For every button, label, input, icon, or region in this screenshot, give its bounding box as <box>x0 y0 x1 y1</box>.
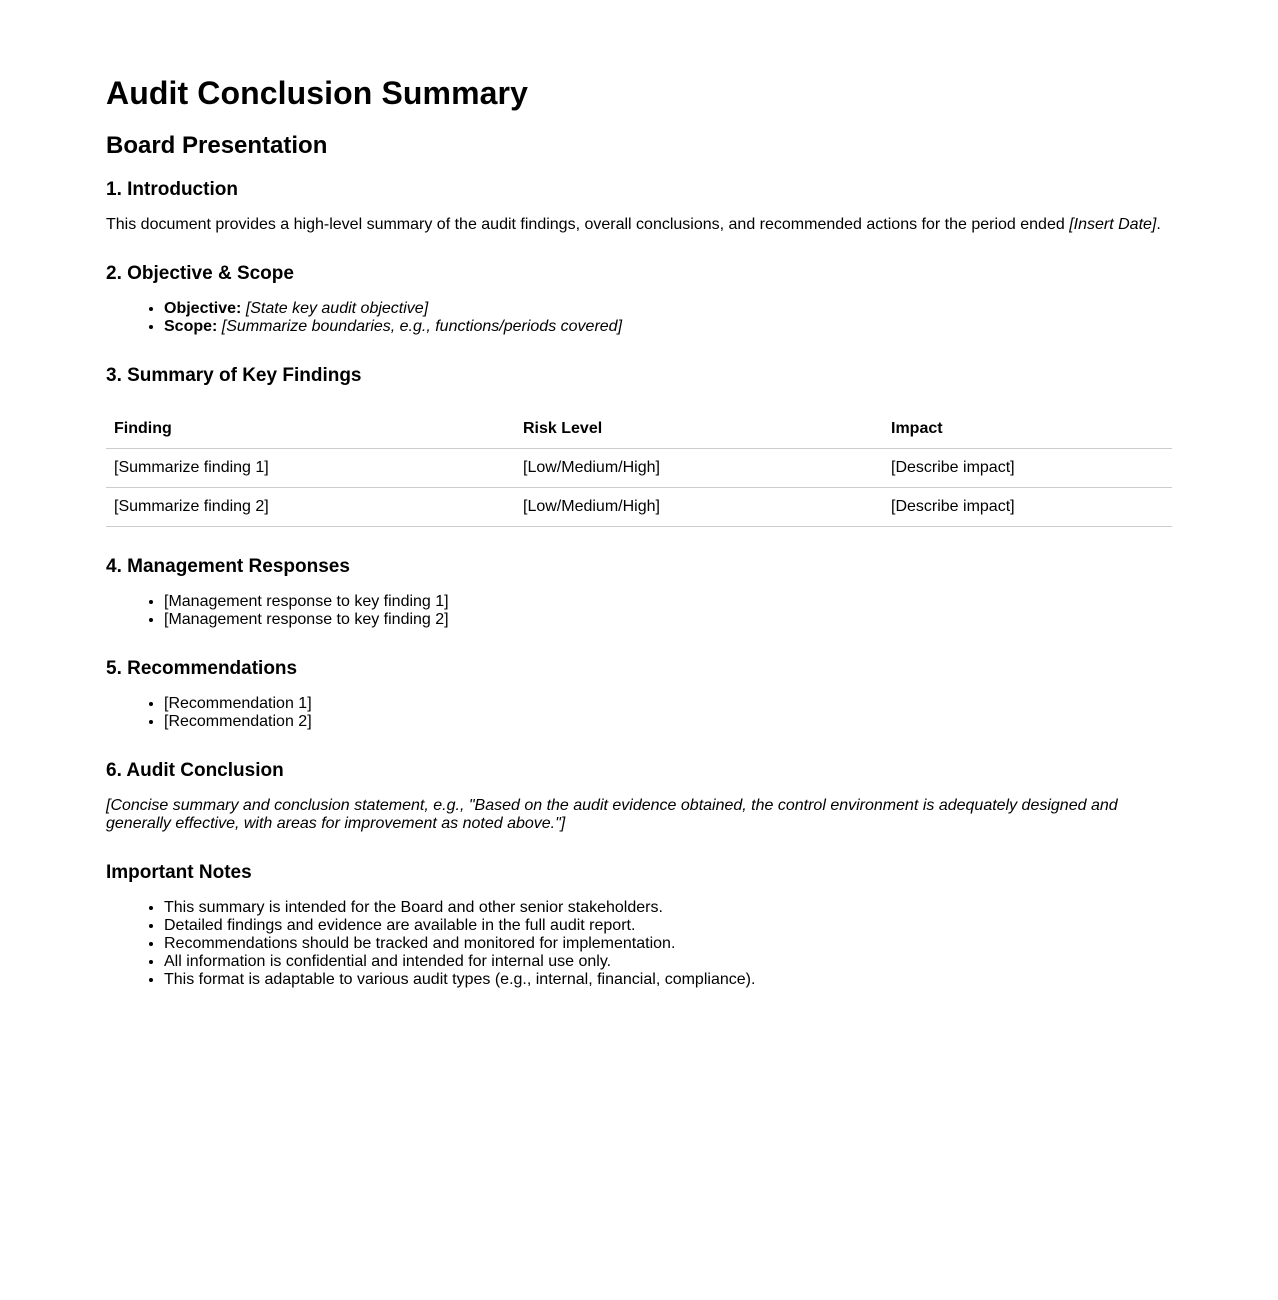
audit-conclusion-text <box>106 797 1172 833</box>
objective-value: [State key audit objective] <box>245 300 429 317</box>
list-item: • [Management response to key finding 2] <box>164 611 1172 629</box>
section-introduction <box>106 178 1172 234</box>
section-findings <box>106 364 1172 527</box>
list-item: • [Management response to key finding 1] <box>164 593 1172 611</box>
impact-cell: [Describe impact] <box>883 449 1172 488</box>
table-row <box>106 488 1172 527</box>
recommendations-list <box>106 695 1172 731</box>
introduction-text <box>106 216 1172 234</box>
risk-level-cell: [Low/Medium/High] <box>515 449 883 488</box>
list-item: • All information is confidential and intended for internal use only. <box>164 953 1172 971</box>
column-header-risk-level: Risk Level <box>515 410 883 449</box>
audit-conclusion-statement: [Concise summary and conclusion statement, e.g., "Based on the audit evidence obtained, the control environment is adequately designed and generally effective, with areas for improvement as noted above."] <box>106 797 1118 832</box>
section-management-responses <box>106 555 1172 629</box>
risk-level-cell: [Low/Medium/High] <box>515 488 883 527</box>
impact-cell: [Describe impact] <box>883 488 1172 527</box>
document-title: Audit Conclusion Summary <box>106 75 528 111</box>
list-item: • This summary is intended for the Board and other senior stakeholders. <box>164 899 1172 917</box>
finding-cell: [Summarize finding 2] <box>106 488 515 527</box>
column-header-impact: Impact <box>883 410 1172 449</box>
section-important-notes <box>106 861 1172 989</box>
finding-cell: [Summarize finding 1] <box>106 449 515 488</box>
recommendations-heading: 5. Recommendations <box>106 658 298 679</box>
list-item: • [Recommendation 2] <box>164 713 1172 731</box>
objective-scope-list <box>106 300 1172 336</box>
table-header-row <box>106 410 1172 449</box>
insert-date-placeholder: [Insert Date] <box>1069 216 1157 233</box>
important-notes-list <box>106 899 1172 989</box>
list-item <box>164 300 1172 318</box>
list-item: • This format is adaptable to various audit types (e.g., internal, financial, compliance). <box>164 971 1172 989</box>
list-item: • [Recommendation 1] <box>164 695 1172 713</box>
management-responses-heading: 4. Management Responses <box>106 556 350 577</box>
introduction-trailing: . <box>1156 216 1161 233</box>
findings-table <box>106 410 1172 527</box>
section-recommendations <box>106 657 1172 731</box>
objective-scope-heading: 2. Objective & Scope <box>106 263 294 284</box>
column-header-finding: Finding <box>106 410 515 449</box>
section-audit-conclusion <box>106 759 1172 833</box>
list-item <box>164 318 1172 336</box>
scope-value: [Summarize boundaries, e.g., functions/periods covered] <box>221 318 623 335</box>
important-notes-heading: Important Notes <box>106 862 252 883</box>
findings-heading: 3. Summary of Key Findings <box>106 365 362 386</box>
audit-conclusion-heading: 6. Audit Conclusion <box>106 760 284 781</box>
management-responses-list <box>106 593 1172 629</box>
table-row <box>106 449 1172 488</box>
objective-label: Objective: <box>164 300 242 317</box>
introduction-body: This document provides a high-level summary of the audit findings, overall conclusions, and recommended actions for the period ended <box>106 216 1065 233</box>
list-item: • Recommendations should be tracked and monitored for implementation. <box>164 935 1172 953</box>
list-item: • Detailed findings and evidence are available in the full audit report. <box>164 917 1172 935</box>
document-subtitle: Board Presentation <box>106 132 328 159</box>
scope-label: Scope: <box>164 318 218 335</box>
section-objective-scope <box>106 262 1172 336</box>
introduction-heading: 1. Introduction <box>106 179 238 200</box>
